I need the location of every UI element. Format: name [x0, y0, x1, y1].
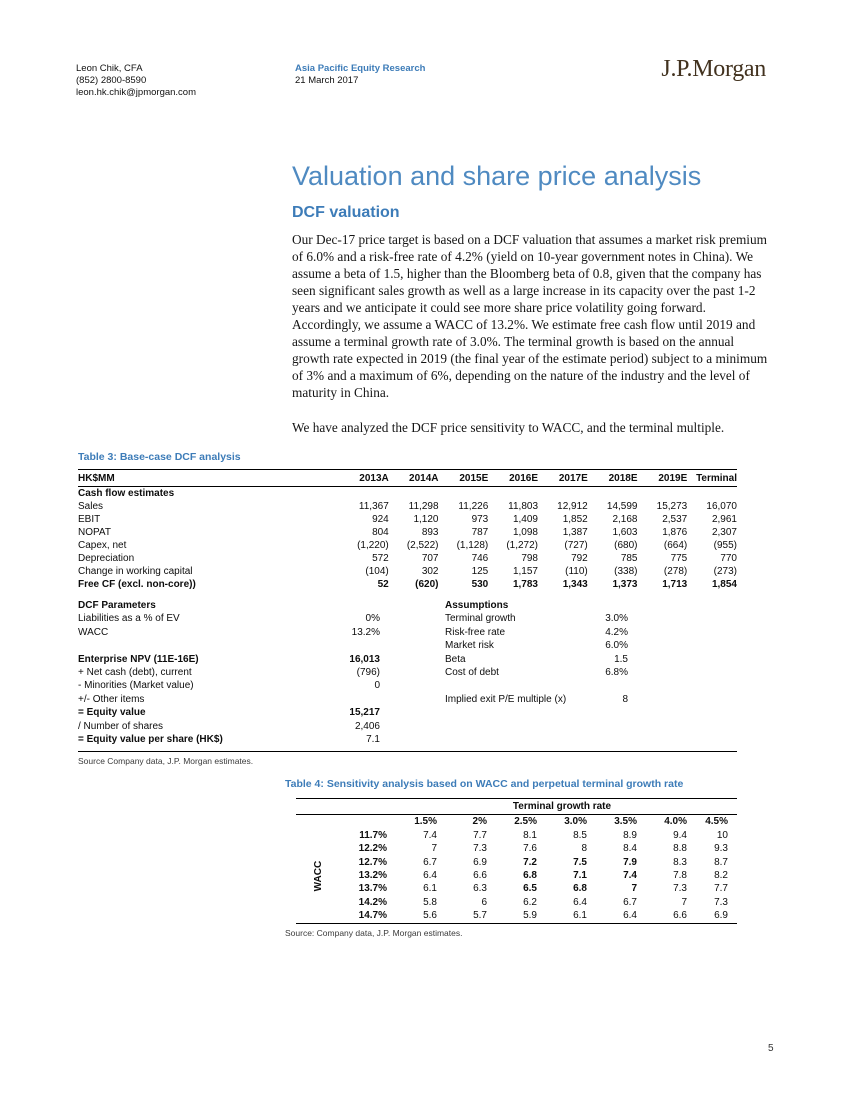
- sensitivity-value: 5.6: [423, 910, 437, 922]
- column-header: 2014A: [389, 470, 439, 487]
- value-cell: 1,343: [562, 579, 588, 590]
- column-header: 2015E: [439, 470, 489, 487]
- sensitivity-row: [296, 909, 737, 923]
- report-date: 21 March 2017: [295, 75, 359, 86]
- section-row: [78, 487, 737, 501]
- value-cell: 11,226: [458, 501, 489, 512]
- column-header: 4.5%: [705, 816, 728, 828]
- sensitivity-value: 6.1: [573, 910, 587, 922]
- sensitivity-value: 7: [681, 896, 687, 908]
- sensitivity-value: 7.7: [473, 829, 487, 841]
- assumption-value: [585, 680, 628, 693]
- column-header: 3.5%: [614, 816, 637, 828]
- value-cell: (104): [365, 566, 389, 577]
- spacer: [380, 613, 445, 626]
- spacer: [380, 667, 445, 680]
- sensitivity-value: 7.7: [714, 883, 728, 895]
- table-row: [78, 539, 737, 552]
- sensitivity-value: 6.6: [473, 870, 487, 882]
- assumption-value: 8: [622, 693, 628, 705]
- sensitivity-value: 7: [431, 843, 437, 855]
- assumption-value: 3.0%: [605, 613, 628, 625]
- table-row: [78, 578, 737, 591]
- sensitivity-value: 8: [581, 843, 587, 855]
- sensitivity-value: 7.2: [523, 856, 537, 868]
- value-cell: (955): [713, 540, 737, 551]
- sensitivity-value: 7.9: [623, 856, 637, 868]
- param-value: 16,013: [349, 653, 380, 665]
- spacer: [380, 694, 445, 707]
- table3-section: [78, 469, 737, 766]
- value-cell: (1,272): [506, 540, 538, 551]
- sensitivity-value: 8.2: [714, 870, 728, 882]
- sensitivity-value: 8.9: [623, 829, 637, 841]
- value-cell: 572: [372, 553, 389, 564]
- value-cell: (273): [713, 566, 737, 577]
- param-label: + Net cash (debt), current: [78, 666, 192, 678]
- value-cell: 1,852: [562, 514, 588, 525]
- value-cell: 52: [377, 579, 389, 590]
- column-header: 2018E: [588, 470, 638, 487]
- page-title: Valuation and share price analysis: [292, 161, 702, 191]
- row-label: Free CF (excl. non-core)): [78, 579, 196, 590]
- sensitivity-value: 8.3: [673, 856, 687, 868]
- value-cell: (727): [564, 540, 588, 551]
- assumption-value: 1.5: [614, 653, 628, 665]
- column-header: 1.5%: [414, 816, 437, 828]
- param-value: 0%: [365, 613, 380, 625]
- value-cell: 11,367: [358, 501, 389, 512]
- value-cell: 1,409: [512, 514, 538, 525]
- sensitivity-value: 6.3: [473, 883, 487, 895]
- dcf-parameters-grid: [78, 600, 737, 752]
- sensitivity-value: 7.5: [573, 856, 587, 868]
- spacer: [342, 815, 388, 829]
- sensitivity-row: [296, 869, 737, 882]
- sensitivity-value: 8.1: [523, 829, 537, 841]
- wacc-row-label: 13.7%: [358, 883, 387, 895]
- row-label: Capex, net: [78, 540, 127, 551]
- sensitivity-value: 8.4: [623, 843, 637, 855]
- unit-header: HK$MM: [78, 470, 339, 487]
- table3-source: Source Company data, J.P. Morgan estimates.: [78, 756, 254, 767]
- assumption-label: [445, 680, 585, 693]
- value-cell: 1,120: [413, 514, 439, 525]
- assumption-label: Cost of debt: [445, 666, 499, 678]
- assumption-label: [445, 721, 585, 734]
- sensitivity-row: [296, 829, 737, 842]
- value-cell: 15,273: [656, 501, 688, 512]
- value-cell: 785: [620, 553, 638, 564]
- column-header: 2%: [472, 816, 487, 828]
- sensitivity-value: 6.2: [523, 896, 537, 908]
- sensitivity-value: 7.3: [673, 883, 687, 895]
- param-label: / Number of shares: [78, 720, 164, 732]
- assumption-label: Risk-free rate: [445, 626, 506, 638]
- value-cell: 530: [471, 579, 489, 590]
- sensitivity-value: 5.7: [473, 910, 487, 922]
- sensitivity-value: 8.8: [673, 843, 687, 855]
- value-cell: (1,128): [456, 540, 489, 551]
- assumption-value: [585, 600, 628, 613]
- wacc-row-label: 13.2%: [358, 870, 387, 882]
- column-header: 2013A: [339, 470, 389, 487]
- value-cell: 798: [521, 553, 538, 564]
- value-cell: 1,854: [711, 579, 737, 590]
- assumption-label: Market risk: [445, 640, 494, 652]
- wacc-row-label: 14.7%: [358, 910, 387, 922]
- sensitivity-value: 7: [631, 883, 637, 895]
- assumption-label: Terminal growth: [445, 613, 516, 625]
- table4-section: [285, 778, 737, 938]
- sensitivity-value: 8.7: [714, 856, 728, 868]
- wacc-row-label: 14.2%: [358, 896, 387, 908]
- value-cell: 2,307: [711, 527, 737, 538]
- value-cell: 125: [471, 566, 489, 577]
- param-label: [78, 640, 318, 653]
- value-cell: (664): [663, 540, 688, 551]
- sensitivity-value: 6.5: [523, 883, 537, 895]
- body-paragraph: We have analyzed the DCF price sensitivity to WACC, and the terminal multiple.: [292, 420, 725, 435]
- sensitivity-value: 5.8: [423, 896, 437, 908]
- sensitivity-value: 6.7: [423, 856, 437, 868]
- spacer: [380, 680, 445, 693]
- assumption-value: [585, 721, 628, 734]
- param-value: (796): [356, 666, 380, 678]
- sensitivity-value: 6.8: [573, 883, 587, 895]
- table4-caption: Table 4: Sensitivity analysis based on WACC and perpetual terminal growth rate: [285, 778, 684, 790]
- table-row: [78, 500, 737, 513]
- value-cell: 746: [471, 553, 489, 564]
- value-cell: 787: [471, 527, 489, 538]
- spacer: [380, 600, 445, 613]
- spacer: [380, 721, 445, 734]
- value-cell: (338): [614, 566, 638, 577]
- table3-caption: Table 3: Base-case DCF analysis: [78, 451, 241, 463]
- sensitivity-row: [296, 882, 737, 895]
- wacc-row-label: 12.2%: [358, 843, 387, 855]
- sensitivity-value: 9.3: [714, 843, 728, 855]
- sensitivity-value: 6.4: [573, 896, 587, 908]
- assumption-label: Implied exit P/E multiple (x): [445, 693, 567, 705]
- value-cell: 1,157: [512, 566, 538, 577]
- sensitivity-value: 8.5: [573, 829, 587, 841]
- span-header-row: [296, 799, 737, 815]
- sensitivity-value: 6.9: [473, 856, 487, 868]
- assumption-value: 4.2%: [605, 626, 628, 638]
- table-row: [78, 552, 737, 565]
- sensitivity-value: 10: [716, 829, 728, 841]
- spacer: [380, 654, 445, 667]
- column-header: 2019E: [638, 470, 688, 487]
- body-paragraph: Our Dec-17 price target is based on a DCF valuation that assumes a market risk premium of 6.0% and a risk-free rate of 4.2% (yield on 10-year government notes in China). We assume a beta of 1.5, higher than the Bloomberg beta of 0.8, given that the company has seen significant sales growth as well as a large increase in its capacity over the past 1-2 years and we anticipate it could see more share price volatility going forward. Accordingly, we assume a WACC of 13.2%. We estimate free cash flow until 2019 and assume a terminal growth rate of 3.0%. The terminal growth is based on the annual growth rate expected in 2019 (the final year of the estimate period) subject to a minimum of 3% and a maximum of 6%, depending on the nature of the industry and the level of maturity in China.: [292, 232, 768, 400]
- sensitivity-value: 6.4: [423, 870, 437, 882]
- value-cell: 804: [372, 527, 389, 538]
- sensitivity-value: 6.1: [423, 883, 437, 895]
- value-cell: 973: [471, 514, 489, 525]
- wacc-row-label: 11.7%: [359, 829, 387, 841]
- param-label: Liabilities as a % of EV: [78, 613, 180, 625]
- param-label: DCF Parameters: [78, 600, 156, 611]
- assumption-value: 6.8%: [605, 666, 628, 678]
- wacc-row-label: 12.7%: [358, 856, 387, 868]
- division-name: Asia Pacific Equity Research: [295, 63, 426, 74]
- sensitivity-value: 9.4: [673, 829, 687, 841]
- row-label: NOPAT: [78, 527, 111, 538]
- assumption-value: [585, 707, 628, 720]
- value-cell: 2,961: [711, 514, 737, 525]
- value-cell: 1,098: [512, 527, 538, 538]
- assumption-label: Assumptions: [445, 600, 509, 611]
- assumption-label: [445, 707, 585, 720]
- sensitivity-value: 7.4: [623, 870, 637, 882]
- value-cell: (680): [614, 540, 638, 551]
- analyst-name: Leon Chik, CFA: [76, 63, 143, 74]
- param-label: WACC: [78, 626, 109, 638]
- section-label: Cash flow estimates: [78, 488, 175, 499]
- value-cell: 11,803: [508, 501, 538, 512]
- value-cell: 924: [372, 514, 389, 525]
- value-cell: 792: [571, 553, 588, 564]
- spacer: [380, 627, 445, 640]
- sensitivity-value: 7.3: [473, 843, 487, 855]
- sensitivity-table: [296, 798, 737, 924]
- table-row: [78, 513, 737, 526]
- sensitivity-value: 6.7: [623, 896, 637, 908]
- column-header-row: [296, 815, 737, 829]
- value-cell: (1,220): [357, 540, 389, 551]
- column-header: 3.0%: [564, 816, 587, 828]
- column-header: 4.0%: [664, 816, 687, 828]
- value-cell: 1,387: [562, 527, 588, 538]
- param-value: 2,406: [354, 720, 380, 732]
- assumption-value: 6.0%: [605, 640, 628, 652]
- sensitivity-row: [296, 842, 737, 855]
- param-value: 0: [374, 680, 380, 692]
- table-row: [78, 565, 737, 578]
- param-value: [318, 640, 380, 653]
- param-value: 13.2%: [351, 626, 380, 638]
- sensitivity-value: 7.4: [423, 829, 437, 841]
- column-header: Terminal: [687, 470, 737, 487]
- value-cell: 2,168: [612, 514, 638, 525]
- value-cell: (278): [663, 566, 688, 577]
- value-cell: 14,599: [606, 501, 638, 512]
- param-value: [318, 600, 380, 613]
- sensitivity-value: 6: [481, 896, 487, 908]
- section-heading: DCF valuation: [292, 204, 400, 221]
- value-cell: 16,070: [706, 501, 737, 512]
- sensitivity-value: 7.6: [523, 843, 537, 855]
- value-cell: (2,522): [406, 540, 439, 551]
- column-header: 2.5%: [514, 816, 537, 828]
- row-label: Sales: [78, 501, 104, 512]
- spanning-column-header: Terminal growth rate: [387, 799, 737, 815]
- division-block: [295, 63, 425, 87]
- sensitivity-value: 6.9: [714, 910, 728, 922]
- dcf-analysis-table: [78, 469, 737, 591]
- sensitivity-value: 7.3: [714, 896, 728, 908]
- value-cell: 12,912: [557, 501, 588, 512]
- analyst-phone: (852) 2800-8590: [76, 75, 147, 86]
- spacer: [296, 799, 387, 815]
- value-cell: 775: [670, 553, 688, 564]
- row-label: EBIT: [78, 514, 101, 525]
- param-label: - Minorities (Market value): [78, 680, 194, 692]
- table-row: [78, 526, 737, 539]
- analyst-block: [76, 63, 196, 99]
- spacer: [380, 707, 445, 720]
- sensitivity-value: 6.8: [523, 870, 537, 882]
- sensitivity-row: [296, 896, 737, 909]
- row-label: Change in working capital: [78, 566, 193, 577]
- param-label: Enterprise NPV (11E-16E): [78, 653, 199, 665]
- sensitivity-value: 6.6: [673, 910, 687, 922]
- param-value: [318, 694, 380, 707]
- value-cell: (110): [565, 566, 588, 577]
- param-value: 7.1: [366, 733, 380, 745]
- jpmorgan-logo: J.P.Morgan: [661, 56, 766, 82]
- param-value: 15,217: [349, 707, 380, 719]
- value-cell: 2,537: [662, 514, 688, 525]
- value-cell: 893: [421, 527, 439, 538]
- spacer: [380, 640, 445, 653]
- value-cell: 1,783: [512, 579, 538, 590]
- row-axis-label: WACC: [313, 860, 325, 892]
- value-cell: 1,373: [612, 579, 638, 590]
- row-label: Depreciation: [78, 553, 135, 564]
- sensitivity-value: 5.9: [523, 910, 537, 922]
- spacer: [296, 815, 342, 829]
- analyst-email: leon.hk.chik@jpmorgan.com: [76, 87, 197, 98]
- assumption-label: [445, 734, 585, 747]
- param-label: = Equity value: [78, 707, 146, 719]
- value-cell: 1,876: [662, 527, 688, 538]
- sensitivity-value: 7.8: [673, 870, 687, 882]
- value-cell: (620): [415, 579, 439, 590]
- page-number: 5: [768, 1043, 774, 1054]
- column-header: 2017E: [538, 470, 588, 487]
- dcf-table-header-row: [78, 470, 737, 487]
- value-cell: 302: [421, 566, 439, 577]
- spacer: [380, 734, 445, 747]
- sensitivity-value: 7.1: [573, 870, 587, 882]
- assumption-value: [585, 734, 628, 747]
- value-cell: 11,298: [408, 501, 439, 512]
- value-cell: 1,713: [662, 579, 688, 590]
- column-header: 2016E: [488, 470, 538, 487]
- sensitivity-row: [296, 856, 737, 869]
- param-label: +/- Other items: [78, 693, 145, 705]
- assumption-label: Beta: [445, 653, 466, 665]
- sensitivity-value: 6.4: [623, 910, 637, 922]
- value-cell: 707: [421, 553, 439, 564]
- table4-source: Source: Company data, J.P. Morgan estimates.: [285, 927, 463, 938]
- value-cell: 1,603: [612, 527, 638, 538]
- value-cell: 770: [720, 553, 737, 564]
- param-label: = Equity value per share (HK$): [78, 733, 223, 745]
